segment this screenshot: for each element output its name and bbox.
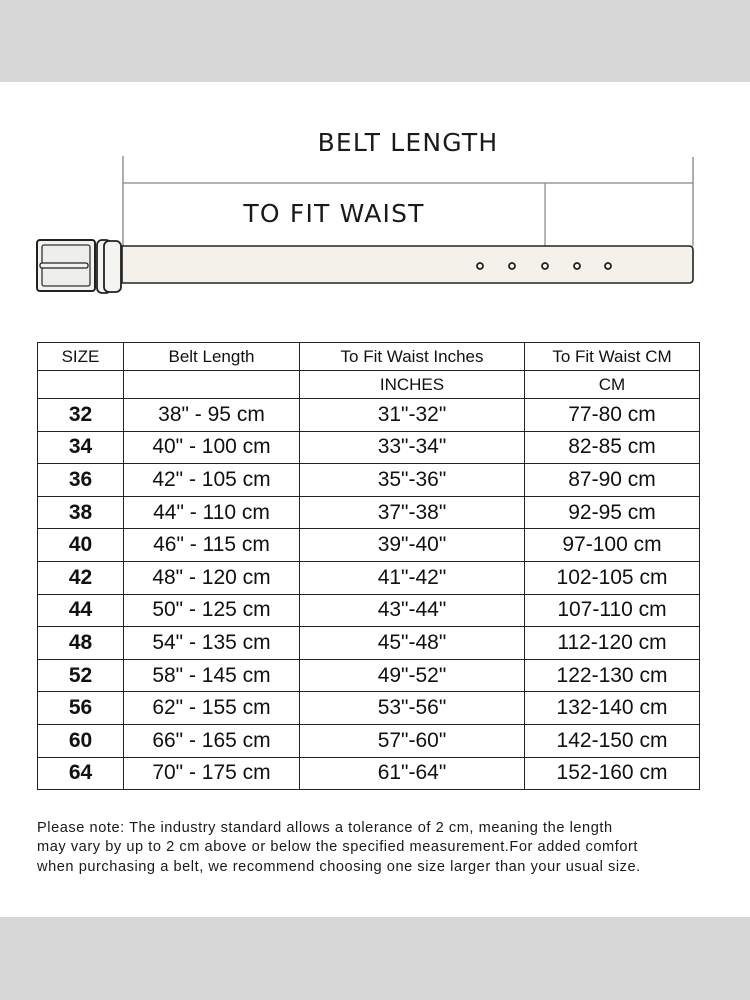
waist-cm-cell: 92-95 cm (525, 496, 700, 529)
waist-inches-cell: 31"-32" (300, 399, 525, 432)
waist-inches-cell: 45"-48" (300, 627, 525, 660)
belt-length-cell: 42" - 105 cm (124, 464, 300, 497)
table-row (38, 496, 700, 529)
size-cell: 60 (38, 724, 124, 757)
size-cell: 40 (38, 529, 124, 562)
size-cell: 42 (38, 561, 124, 594)
subheader-belt-length (124, 371, 300, 399)
waist-inches-cell: 41"-42" (300, 561, 525, 594)
waist-cm-cell: 102-105 cm (525, 561, 700, 594)
belt-illustration-icon (0, 82, 750, 312)
size-chart-table (37, 342, 700, 790)
table-row (38, 659, 700, 692)
waist-cm-cell: 87-90 cm (525, 464, 700, 497)
table-row (38, 529, 700, 562)
belt-length-cell: 62" - 155 cm (124, 692, 300, 725)
belt-length-label: BELT LENGTH (317, 128, 499, 157)
top-gray-band (0, 0, 750, 82)
table-row (38, 431, 700, 464)
tolerance-note (37, 819, 737, 877)
belt-length-cell: 66" - 165 cm (124, 724, 300, 757)
size-cell: 56 (38, 692, 124, 725)
note-line: when purchasing a belt, we recommend choosing one size larger than your usual size. (37, 858, 641, 875)
header-size: SIZE (38, 343, 124, 371)
size-cell: 64 (38, 757, 124, 790)
belt-length-cell: 58" - 145 cm (124, 659, 300, 692)
subheader-waist-cm: CM (525, 371, 700, 399)
size-cell: 32 (38, 399, 124, 432)
note-line: may vary by up to 2 cm above or below the specified measurement.For added comfort (37, 839, 638, 856)
subheader-size (38, 371, 124, 399)
belt-length-cell: 44" - 110 cm (124, 496, 300, 529)
table-row (38, 757, 700, 790)
belt-diagram (0, 82, 750, 312)
header-waist-cm: To Fit Waist CM (525, 343, 700, 371)
belt-length-cell: 46" - 115 cm (124, 529, 300, 562)
belt-length-cell: 48" - 120 cm (124, 561, 300, 594)
belt-length-cell: 38" - 95 cm (124, 399, 300, 432)
table-row (38, 399, 700, 432)
waist-cm-cell: 122-130 cm (525, 659, 700, 692)
waist-inches-cell: 35"-36" (300, 464, 525, 497)
table-row (38, 724, 700, 757)
waist-cm-cell: 142-150 cm (525, 724, 700, 757)
waist-inches-cell: 33"-34" (300, 431, 525, 464)
size-cell: 38 (38, 496, 124, 529)
size-cell: 48 (38, 627, 124, 660)
table-row (38, 561, 700, 594)
header-waist-inches: To Fit Waist Inches (300, 343, 525, 371)
belt-length-cell: 50" - 125 cm (124, 594, 300, 627)
belt-length-cell: 54" - 135 cm (124, 627, 300, 660)
size-cell: 34 (38, 431, 124, 464)
belt-length-cell: 40" - 100 cm (124, 431, 300, 464)
waist-cm-cell: 132-140 cm (525, 692, 700, 725)
waist-inches-cell: 57"-60" (300, 724, 525, 757)
waist-inches-cell: 37"-38" (300, 496, 525, 529)
table-row (38, 692, 700, 725)
belt-length-cell: 70" - 175 cm (124, 757, 300, 790)
subheader-waist-inches: INCHES (300, 371, 525, 399)
waist-cm-cell: 77-80 cm (525, 399, 700, 432)
waist-inches-cell: 49"-52" (300, 659, 525, 692)
size-cell: 44 (38, 594, 124, 627)
waist-inches-cell: 53"-56" (300, 692, 525, 725)
bottom-gray-band (0, 917, 750, 1000)
table-row (38, 594, 700, 627)
waist-cm-cell: 82-85 cm (525, 431, 700, 464)
waist-cm-cell: 112-120 cm (525, 627, 700, 660)
waist-inches-cell: 61"-64" (300, 757, 525, 790)
waist-cm-cell: 107-110 cm (525, 594, 700, 627)
table-header-row (38, 343, 700, 371)
size-cell: 36 (38, 464, 124, 497)
table-row (38, 627, 700, 660)
table-subheader-row (38, 371, 700, 399)
waist-inches-cell: 39"-40" (300, 529, 525, 562)
table-row (38, 464, 700, 497)
to-fit-waist-label: TO FIT WAIST (243, 199, 425, 228)
waist-cm-cell: 152-160 cm (525, 757, 700, 790)
header-belt-length: Belt Length (124, 343, 300, 371)
waist-cm-cell: 97-100 cm (525, 529, 700, 562)
note-line: Please note: The industry standard allows a tolerance of 2 cm, meaning the length (37, 820, 613, 836)
size-cell: 52 (38, 659, 124, 692)
waist-inches-cell: 43"-44" (300, 594, 525, 627)
